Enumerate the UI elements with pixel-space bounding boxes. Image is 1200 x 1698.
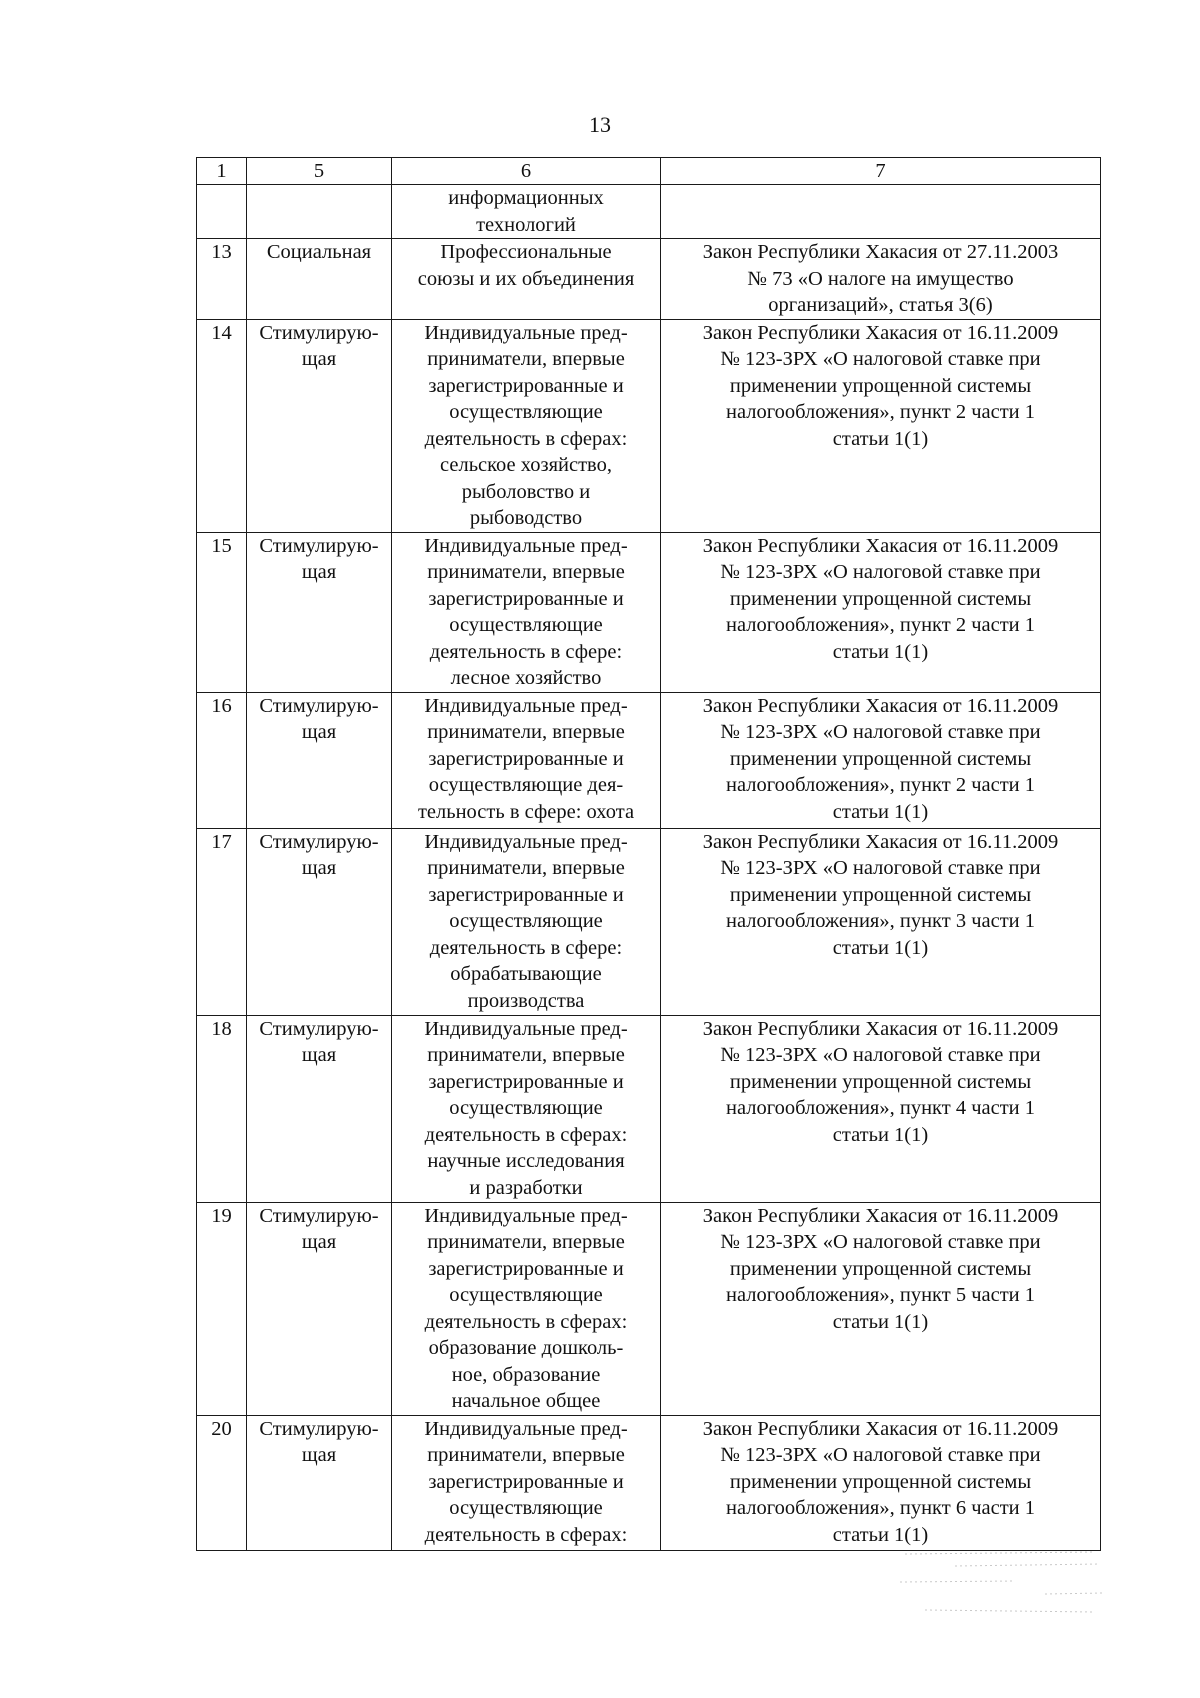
benefit-type: Стимулирую- щая [247, 1015, 392, 1202]
table-row [197, 1202, 1101, 1415]
row-number: 13 [197, 239, 247, 320]
row-number: 17 [197, 828, 247, 1015]
column-header-7: 7 [661, 158, 1101, 185]
legal-basis: Закон Республики Хакасия от 16.11.2009 № 123-ЗРХ «О налоговой ставке при применении упрощенной системы налогообложения», пункт 2 части 1 статьи 1(1) [661, 319, 1101, 532]
legal-basis: Закон Республики Хакасия от 27.11.2003 № 73 «О налоге на имущество организаций», статья 3(6) [661, 239, 1101, 320]
table-row [197, 185, 1101, 239]
benefit-type: Стимулирую- щая [247, 828, 392, 1015]
benefit-type: Стимулирую- щая [247, 532, 392, 692]
legal-basis: Закон Республики Хакасия от 16.11.2009 № 123-ЗРХ «О налоговой ставке при применении упрощенной системы налогообложения», пункт 2 части 1 статьи 1(1) [661, 692, 1101, 828]
benefit-category: информационных технологий [392, 185, 661, 239]
table-row [197, 532, 1101, 692]
benefit-category: Индивидуальные пред- приниматели, впервые зарегистрированные и осуществляющие деятельность в сферах: [392, 1415, 661, 1550]
legal-basis: Закон Республики Хакасия от 16.11.2009 № 123-ЗРХ «О налоговой ставке при применении упрощенной системы налогообложения», пункт 3 части 1 статьи 1(1) [661, 828, 1101, 1015]
row-number: 20 [197, 1415, 247, 1550]
row-number: 19 [197, 1202, 247, 1415]
column-header-6: 6 [392, 158, 661, 185]
table-header-row [197, 158, 1101, 185]
table-row [197, 319, 1101, 532]
benefit-category: Профессиональные союзы и их объединения [392, 239, 661, 320]
benefit-category: Индивидуальные пред- приниматели, впервые зарегистрированные и осуществляющие дея- тельность в сфере: охота [392, 692, 661, 828]
legal-basis: Закон Республики Хакасия от 16.11.2009 № 123-ЗРХ «О налоговой ставке при применении упрощенной системы налогообложения», пункт 5 части 1 статьи 1(1) [661, 1202, 1101, 1415]
row-number [197, 185, 247, 239]
benefit-category: Индивидуальные пред- приниматели, впервые зарегистрированные и осуществляющие деятельность в сферах: образование дошколь- ное, образование начальное общее [392, 1202, 661, 1415]
column-header-5: 5 [247, 158, 392, 185]
table-row [197, 828, 1101, 1015]
row-number: 14 [197, 319, 247, 532]
benefit-type: Стимулирую- щая [247, 319, 392, 532]
benefit-type: Социальная [247, 239, 392, 320]
benefit-category: Индивидуальные пред- приниматели, впервые зарегистрированные и осуществляющие деятельность в сферах: сельское хозяйство, рыболовство и рыбоводство [392, 319, 661, 532]
legal-basis [661, 185, 1101, 239]
column-header-1: 1 [197, 158, 247, 185]
table-row [197, 692, 1101, 828]
benefit-type [247, 185, 392, 239]
legal-basis: Закон Республики Хакасия от 16.11.2009 № 123-ЗРХ «О налоговой ставке при применении упрощенной системы налогообложения», пункт 4 части 1 статьи 1(1) [661, 1015, 1101, 1202]
table-row [197, 239, 1101, 320]
page-number: 13 [589, 112, 611, 137]
benefit-type: Стимулирую- щая [247, 1415, 392, 1550]
benefit-category: Индивидуальные пред- приниматели, впервые зарегистрированные и осуществляющие деятельность в сфере: лесное хозяйство [392, 532, 661, 692]
row-number: 16 [197, 692, 247, 828]
benefit-category: Индивидуальные пред- приниматели, впервые зарегистрированные и осуществляющие деятельность в сферах: научные исследования и разработки [392, 1015, 661, 1202]
benefits-table [196, 157, 1101, 1551]
benefit-category: Индивидуальные пред- приниматели, впервые зарегистрированные и осуществляющие деятельность в сфере: обрабатывающие производства [392, 828, 661, 1015]
legal-basis: Закон Республики Хакасия от 16.11.2009 № 123-ЗРХ «О налоговой ставке при применении упрощенной системы налогообложения», пункт 6 части 1 статьи 1(1) [661, 1415, 1101, 1550]
benefit-type: Стимулирую- щая [247, 1202, 392, 1415]
table-row [197, 1415, 1101, 1550]
row-number: 18 [197, 1015, 247, 1202]
row-number: 15 [197, 532, 247, 692]
table-row [197, 1015, 1101, 1202]
legal-basis: Закон Республики Хакасия от 16.11.2009 № 123-ЗРХ «О налоговой ставке при применении упрощенной системы налогообложения», пункт 2 части 1 статьи 1(1) [661, 532, 1101, 692]
benefit-type: Стимулирую- щая [247, 692, 392, 828]
scan-artifact [895, 1548, 1105, 1624]
